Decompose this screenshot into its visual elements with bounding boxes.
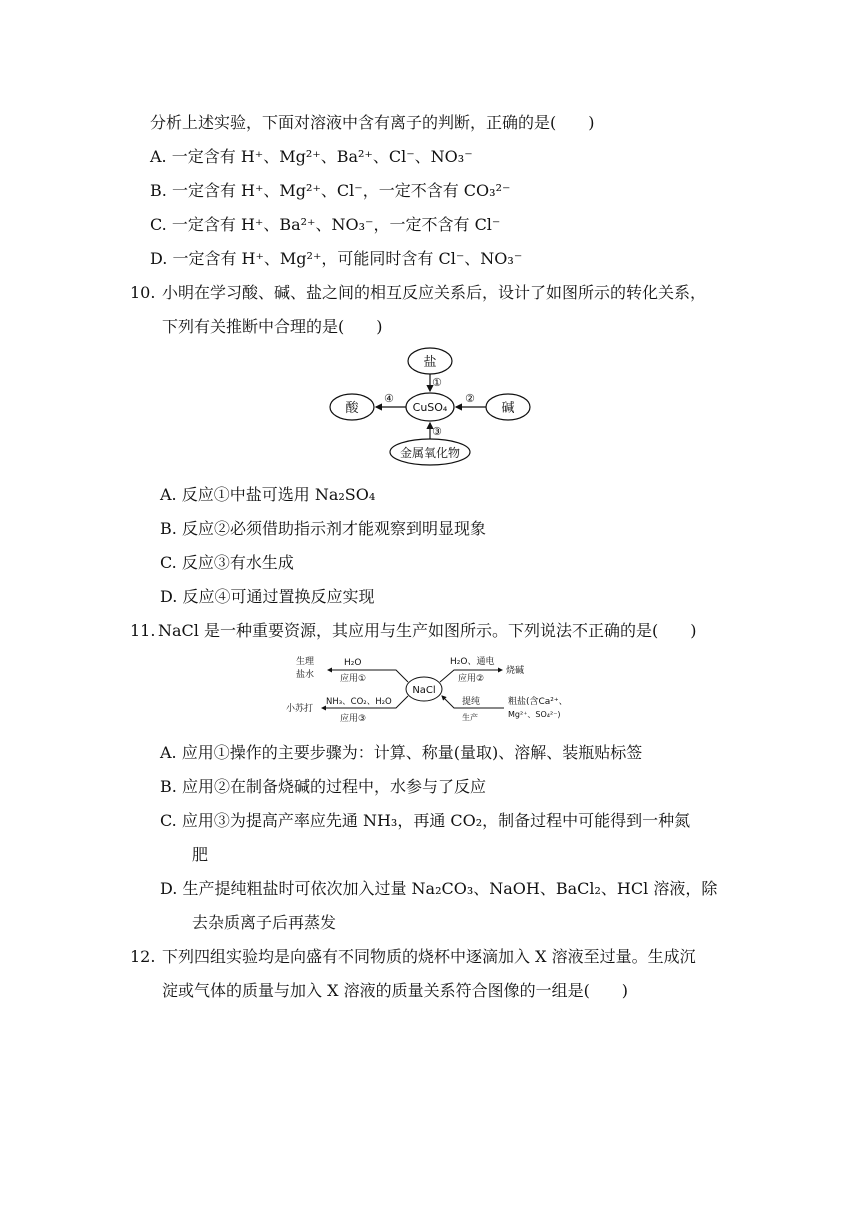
crude-salt-label-1: 粗盐(含Ca²⁺、	[508, 697, 568, 707]
q10-stem-line1: 小明在学习酸、碱、盐之间的相互反应关系后，设计了如图所示的转化关系，	[162, 283, 707, 302]
q10-option-a	[160, 484, 375, 506]
q11-option-d	[160, 878, 717, 900]
option-label: C.	[160, 811, 177, 830]
q11-nacl-diagram	[282, 648, 582, 730]
produce-label: 生产	[462, 713, 478, 722]
q9-option-d	[150, 248, 522, 270]
option-text: 一定含有 H⁺、Ba²⁺、NO₃⁻，一定不含有 Cl⁻	[171, 215, 501, 234]
option-label: A.	[160, 485, 177, 504]
metal-oxide-label: 金属氧化物	[399, 446, 461, 460]
option-label: B.	[160, 519, 177, 538]
base-label: 碱	[501, 401, 515, 416]
arrow-3-label: ③	[432, 425, 442, 438]
q9-option-a	[150, 146, 473, 168]
q9-stem: 分析上述实验，下面对溶液中含有离子的判断，正确的是( )	[150, 113, 595, 132]
arrow-4-label: ④	[384, 392, 394, 405]
option-text: 应用①操作的主要步骤为：计算、称量(量取)、溶解、装瓶贴标签	[181, 743, 643, 762]
option-text: 反应③有水生成	[181, 553, 294, 572]
q11-option-b	[160, 776, 486, 798]
cuso4-label: CuSO₄	[412, 401, 448, 414]
option-text: 一定含有 H⁺、Mg²⁺，可能同时含有 Cl⁻、NO₃⁻	[172, 249, 523, 268]
q12-number: 12.	[130, 947, 156, 966]
option-text: 一定含有 H⁺、Mg²⁺、Cl⁻，一定不含有 CO₃²⁻	[171, 181, 511, 200]
reagents-label: NH₃、CO₂、H₂O	[326, 697, 392, 707]
option-text: 反应②必须借助指示剂才能观察到明显现象	[181, 519, 486, 538]
h2o-label: H₂O	[344, 658, 362, 668]
option-label: B.	[150, 181, 167, 200]
q10-number: 10.	[130, 283, 156, 302]
option-label: A.	[150, 147, 167, 166]
q10-option-c	[160, 552, 294, 574]
baking-soda-label: 小苏打	[286, 704, 314, 714]
q11-number: 11.	[130, 621, 156, 640]
q11-option-c	[160, 810, 690, 832]
salt-label: 盐	[423, 355, 437, 370]
option-text: 反应④可通过置换反应实现	[182, 587, 375, 606]
saline-label-1: 生理	[296, 657, 315, 667]
app2-label: 应用②	[458, 674, 485, 684]
option-text: 应用②在制备烧碱的过程中，水参与了反应	[181, 777, 486, 796]
q10-stem-line2: 下列有关推断中合理的是( )	[162, 317, 383, 336]
q12-stem-line1: 下列四组实验均是向盛有不同物质的烧杯中逐滴加入 X 溶液至过量。生成沉	[162, 947, 696, 966]
app3-label: 应用③	[340, 714, 367, 724]
option-label: A.	[160, 743, 177, 762]
crude-salt-label-2: Mg²⁺、SO₄²⁻)	[508, 710, 561, 719]
electrolysis-label: H₂O、通电	[450, 657, 495, 667]
option-text: 反应①中盐可选用 Na₂SO₄	[181, 485, 376, 504]
option-label: C.	[160, 553, 177, 572]
q10-option-d	[160, 586, 374, 608]
q10-conversion-diagram	[320, 345, 540, 470]
q11-option-d-cont: 去杂质离子后再蒸发	[192, 913, 337, 932]
option-label: D.	[150, 249, 168, 268]
caustic-soda-label: 烧碱	[506, 666, 525, 676]
option-text: 应用③为提高产率应先通 NH₃，再通 CO₂，制备过程中可能得到一种氮	[181, 811, 691, 830]
option-text: 一定含有 H⁺、Mg²⁺、Ba²⁺、Cl⁻、NO₃⁻	[171, 147, 473, 166]
purify-label: 提纯	[462, 697, 481, 707]
q12-stem-line2: 淀或气体的质量与加入 X 溶液的质量关系符合图像的一组是( )	[162, 981, 629, 1000]
q10-option-b	[160, 518, 486, 540]
arrow-2-label: ②	[465, 392, 475, 405]
nacl-label: NaCl	[412, 685, 436, 696]
arrow-1-label: ①	[432, 376, 442, 389]
option-label: D.	[160, 587, 178, 606]
option-label: C.	[150, 215, 167, 234]
q11-stem: NaCl 是一种重要资源，其应用与生产如图所示。下列说法不正确的是( )	[158, 621, 697, 640]
q11-option-a	[160, 742, 642, 764]
q11-option-c-cont: 肥	[192, 845, 209, 864]
q9-option-b	[150, 180, 510, 202]
option-label: D.	[160, 879, 178, 898]
option-label: B.	[160, 777, 177, 796]
acid-label: 酸	[345, 401, 359, 416]
option-text: 生产提纯粗盐时可依次加入过量 Na₂CO₃、NaOH、BaCl₂、HCl 溶液，除	[182, 879, 718, 898]
q9-option-c	[150, 214, 500, 236]
saline-label-2: 盐水	[296, 670, 315, 680]
app1-label: 应用①	[340, 674, 367, 684]
